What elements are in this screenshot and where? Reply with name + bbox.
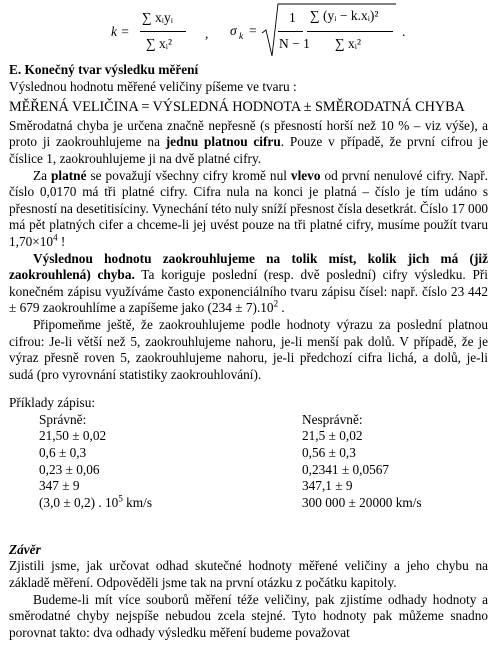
- main-formula: MĚŘENÁ VELIČINA = VÝSLEDNÁ HODNOTA ± SMĚRODATNÁ CHYBA: [9, 99, 465, 116]
- k-numerator: ∑ xᵢyᵢ: [142, 10, 173, 25]
- paragraph-1: Směrodatná chyba je určena značně nepřesně (s přesností horší než 10 % – viz výše), a proto ji zaokrouhlujeme na jednu platnou cifru. Pouze v případě, že první cifrou je číslice 1, zaokrouhlujeme ji na dvě platné cifry.: [9, 117, 488, 166]
- paragraph-3: Výslednou hodnotu zaokrouhlujeme na tolik míst, kolik jich má (již zaokrouhlená) chyba. Ta koriguje poslední (resp. dvě poslední) cifry výsledku. Při konečném zápisu využíváme často exponenciálního tvaru zápisu čísel: např. číslo 23 442 ± 679 zaokrouhlíme a zapíšeme jako $(234 \pm 7).10^2$ .: [9, 250, 488, 316]
- correct-label: Správně:: [39, 411, 87, 427]
- conclusion-paragraph-1: Zjistili jsme, jak určovat odhad skutečné hodnoty měřené veličiny a jeho chybu na základě měření. Odpověděli jsme tak na první otázku z počátku kapitoly.: [9, 558, 488, 591]
- emphasis-platna-cifra: jednu platnou cifru: [165, 134, 281, 150]
- example-wrong: 0,2341 ± 0,0567: [302, 461, 390, 477]
- paragraph-4: Připomeňme ještě, že zaokrouhlujeme podle hodnoty výrazu za poslední platnou cifrou: Je-li větší než 5, zaokrouhlujeme nahoru, je-li menší pak dolů. V případě, že je výraz přesně roven 5, zaokrouhlujeme nahoru, je-li předchozí cifra lichá, a dolů, je-li sudá (pro vyrovnání statistiky zaokrouhlování).: [9, 316, 488, 382]
- trailing-dot: .: [402, 24, 406, 39]
- sigma-sub: k: [239, 32, 244, 42]
- frac-n-minus-one: N − 1: [279, 36, 310, 51]
- correct-column: [39, 412, 152, 512]
- example-correct: 21,50 ± 0,02: [39, 428, 107, 444]
- k-lhs: k =: [111, 24, 130, 39]
- example-wrong: 300 000 ± 20000 km/s: [302, 494, 422, 510]
- sum-denominator: ∑ xᵢ²: [335, 36, 362, 51]
- section-heading: E. Konečný tvar výsledku měření: [9, 62, 199, 77]
- k-denominator: ∑ xᵢ²: [146, 36, 173, 51]
- sum-numerator: ∑ (yᵢ − k.xᵢ)²: [310, 8, 379, 23]
- document-body: [9, 62, 488, 641]
- wrong-column: [302, 412, 422, 512]
- example-wrong: 347,1 ± 9: [302, 478, 353, 494]
- conclusion-paragraph-2: Budeme-li mít více souborů měření téže veličiny, pak zjistíme odhady hodnoty a směrodatné chyby nejspíše nebudou zcela stejné. Tyto hodnoty pak můžeme snadno porovnat takto: dva odhady výsledku měření budeme považovat: [9, 591, 488, 640]
- frac-one: 1: [289, 10, 296, 25]
- comma: ,: [205, 26, 209, 41]
- example-correct: 0,6 ± 0,3: [39, 445, 87, 461]
- example-wrong: 21,5 ± 0,02: [302, 428, 363, 444]
- examples-title: Příklady zápisu:: [9, 395, 96, 411]
- regression-formulas: [0, 2, 504, 62]
- sigma-lhs: σ: [230, 23, 237, 38]
- sigma-eq: =: [249, 23, 257, 38]
- example-wrong: 0,56 ± 0,3: [302, 445, 356, 461]
- example-correct: (3,0 ± 0,2) . $10^5$ km/s: [39, 493, 153, 510]
- paragraph-2: Za platné se považují všechny cifry kromě nul vlevo od první nenulové cifry. Např. číslo 0,0170 má tři platné cifry. Cifra nula na konci je platná – číslo je tím udáno s přesností na desetitisíciny. Vynechání této nuly sníží přesnost čísla desetkrát. Číslo 17 000 má pět platných cifer a chceme-li jej uvést pouze na tři platné cifry, musíme použít tvaru $1,70\times 10^4$ !: [9, 167, 488, 249]
- wrong-label: Nesprávně:: [302, 411, 363, 427]
- example-correct: 347 ± 9: [39, 478, 80, 494]
- intro-text: Výslednou hodnotu měřené veličiny píšeme ve tvaru :: [9, 78, 297, 94]
- conclusion-heading: Závěr: [9, 541, 41, 557]
- examples-table: [9, 412, 488, 536]
- example-correct: 0,23 ± 0,06: [39, 461, 100, 477]
